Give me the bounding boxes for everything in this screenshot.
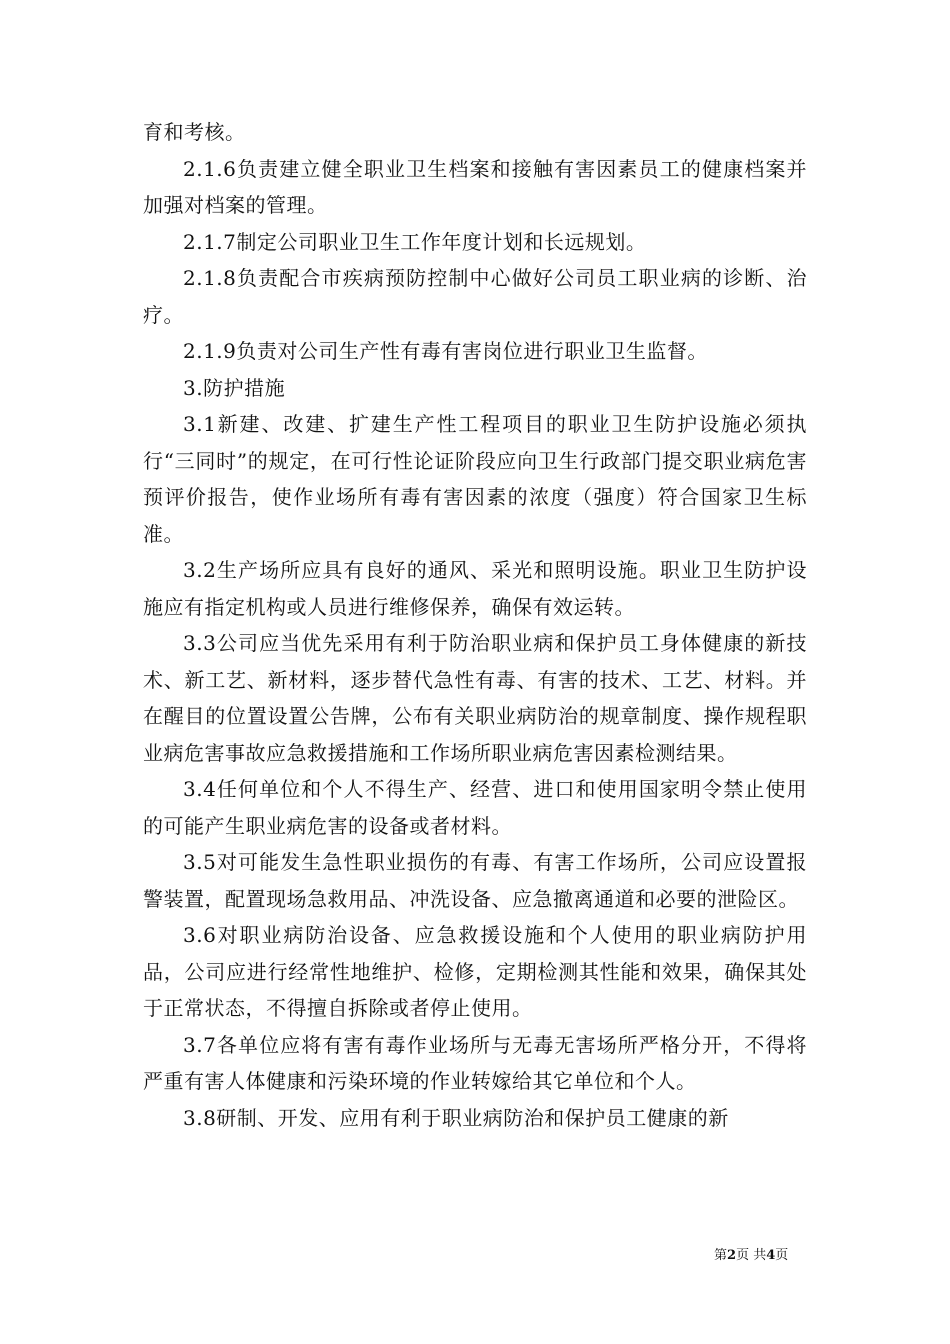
page-number-footer <box>714 1247 788 1265</box>
section-heading: 3.防护措施 <box>183 375 286 400</box>
footer-prefix: 第 <box>714 1248 728 1263</box>
paragraph: 3.7各单位应将有害有毒作业场所与无毒无害场所严格分开，不得将严重有害人体健康和污染环境的作业转嫁给其它单位和个人。 <box>143 1032 807 1093</box>
footer-suffix: 页 <box>775 1248 789 1263</box>
current-page-number: 2 <box>727 1248 737 1263</box>
paragraph: 2.1.9负责对公司生产性有毒有害岗位进行职业卫生监督。 <box>183 339 708 363</box>
footer-middle: 页 共 <box>736 1248 767 1263</box>
paragraph: 3.8研制、开发、应用有利于职业病防治和保护员工健康的新 <box>183 1105 729 1130</box>
paragraph: 2.1.7制定公司职业卫生工作年度计划和长远规划。 <box>183 229 647 254</box>
paragraph: 3.6对职业病防治设备、应急救援设施和个人使用的职业病防护用品，公司应进行经常性地维护、检修，定期检测其性能和效果，确保其处于正常状态，不得擅自拆除或者停止使用。 <box>143 923 807 1020</box>
paragraph: 2.1.8负责配合市疾病预防控制中心做好公司员工职业病的诊断、治疗。 <box>143 266 807 327</box>
paragraph: 2.1.6负责建立健全职业卫生档案和接触有害因素员工的健康档案并加强对档案的管理。 <box>143 156 807 217</box>
paragraph: 3.2生产场所应具有良好的通风、采光和照明设施。职业卫生防护设施应有指定机构或人员进行维修保养，确保有效运转。 <box>143 558 807 619</box>
paragraph: 3.5对可能发生急性职业损伤的有毒、有害工作场所，公司应设置报警装置，配置现场急救用品、冲洗设备、应急撤离通道和必要的泄险区。 <box>143 850 807 911</box>
paragraph: 3.1新建、改建、扩建生产性工程项目的职业卫生防护设施必须执行“三同时”的规定，在可行性论证阶段应向卫生行政部门提交职业病危害预评价报告，使作业场所有毒有害因素的浓度（强度）符合国家卫生标准。 <box>143 412 807 546</box>
paragraph: 3.4任何单位和个人不得生产、经营、进口和使用国家明令禁止使用的可能产生职业病危害的设备或者材料。 <box>143 777 807 838</box>
paragraph: 育和考核。 <box>143 120 246 144</box>
document-body <box>143 114 807 1136</box>
total-pages-number: 4 <box>766 1248 776 1263</box>
paragraph: 3.3公司应当优先采用有利于防治职业病和保护员工身体健康的新技术、新工艺、新材料，逐步替代急性有毒、有害的技术、工艺、材料。并在醒目的位置设置公告牌，公布有关职业病防治的规章制度、操作规程职业病危害事故应急救援措施和工作场所职业病危害因素检测结果。 <box>143 631 807 765</box>
